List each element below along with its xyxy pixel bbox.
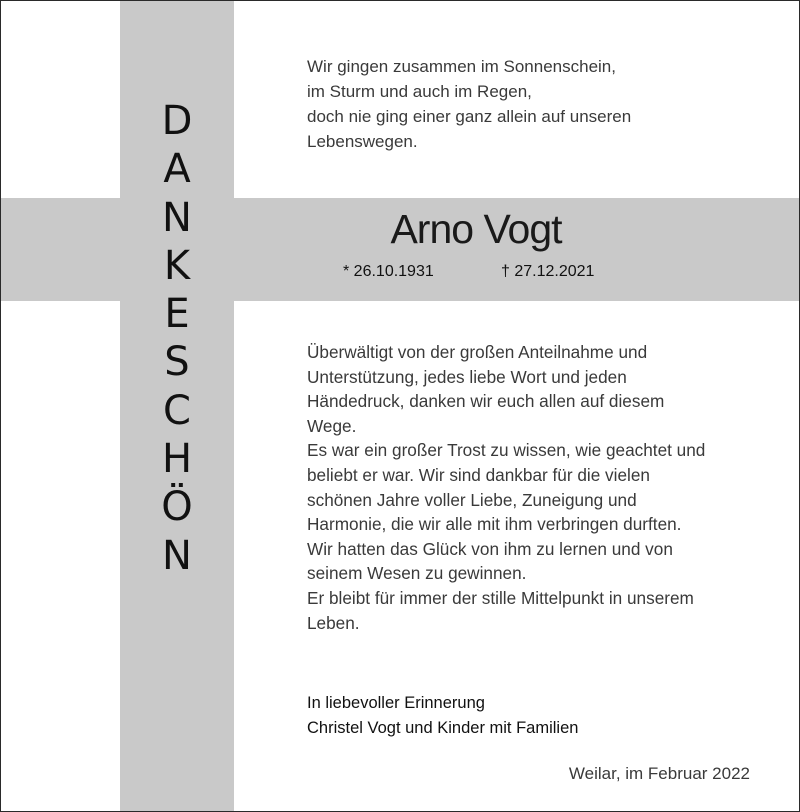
message-line: schönen Jahre voller Liebe, Zuneigung und (307, 489, 637, 510)
vertical-letter: S (164, 339, 190, 386)
message-line: Er bleibt für immer der stille Mittelpunkt in unserem (307, 587, 694, 608)
message-line: Wir hatten das Glück von ihm zu lernen und von (307, 538, 673, 559)
message-line: Harmonie, die wir alle mit ihm verbringen durften. (307, 514, 682, 535)
signature (307, 691, 578, 741)
signature-line-2: Christel Vogt und Kinder mit Familien (307, 719, 579, 737)
signature-line-1: In liebevoller Erinnerung (307, 694, 485, 712)
vertical-letter: N (162, 194, 192, 241)
death-date: † 27.12.2021 (501, 263, 595, 280)
place-and-date: Weilar, im Februar 2022 (568, 764, 750, 783)
message-line: Es war ein großer Trost zu wissen, wie geachtet und (307, 440, 706, 461)
poem-line: doch nie ging einer ganz allein auf unseren (307, 107, 632, 126)
vertical-letter: E (164, 291, 190, 338)
vertical-letter: N (162, 532, 192, 579)
message-line: Überwältigt von der großen Anteilnahme und (307, 342, 648, 362)
vertical-letter: D (161, 98, 193, 144)
message-line: seinem Wesen zu gewinnen. (307, 563, 527, 584)
poem-line: im Sturm und auch im Regen, (307, 82, 532, 101)
vertical-letter: K (163, 242, 191, 289)
poem-line: Lebenswegen. (307, 132, 418, 151)
vertical-letter: A (163, 146, 191, 193)
message-line: Unterstützung, jedes liebe Wort und jeden (307, 366, 627, 387)
dankeschoen-vertical-word (120, 98, 234, 584)
deceased-name: Arno Vogt (390, 206, 562, 252)
vertical-letter: H (161, 436, 193, 483)
message-line: beliebt er war. Wir sind dankbar für die vielen (307, 464, 650, 485)
message-line: Leben. (307, 612, 360, 633)
poem-line: Wir gingen zusammen im Sonnenschein, (307, 57, 616, 76)
message-line: Händedruck, danken wir euch allen auf diesem (307, 391, 665, 412)
vertical-letter: Ö (161, 484, 193, 531)
birth-date: * 26.10.1931 (343, 263, 434, 280)
poem (307, 54, 767, 154)
vertical-letter: C (163, 387, 191, 434)
thank-you-message (307, 340, 777, 635)
message-line: Wege. (307, 415, 357, 436)
